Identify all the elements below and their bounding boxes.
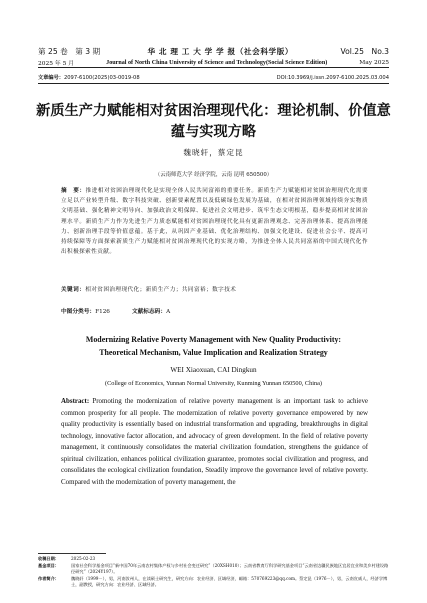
date-en: May 2025 <box>359 59 389 66</box>
volume-issue-en: Vol.25 No.3 <box>340 47 389 56</box>
abstract-en-label: Abstract: <box>61 397 90 405</box>
running-header-sub <box>38 58 389 67</box>
running-header <box>38 46 389 57</box>
footnote-received: 收稿日期： 2025-02-23 <box>38 556 96 561</box>
article-id: 文章编号：2097-6100(2025)03-0019-08 <box>38 75 140 81</box>
footnote <box>38 556 389 589</box>
footnote-funding: 基金项目： 国家社会科学基金项目“新中国70年云南农村集体产权与乡村社会变迁研究”（20XSH010）；云南省教育厅科学研究基金项目“云南省边疆民族地区宜居宜业和美乡村建设路径研究”（2024Y197）。 <box>38 562 389 575</box>
footnote-rule <box>38 553 106 554</box>
classification <box>61 306 170 315</box>
abstract-cn-text: 推进相对贫困治理现代化是实现全体人民共同富裕的重要任务。新质生产力赋能相对贫困治理现代化需要立足以产业转型升级、数字科技突破、创新要素配置以及低碳绿色发展为基础，在相对贫困治理领域持续夯实物质文明基础、强化精神文明导向、加强政治文明保障、促进社会文明进步、筑牢生态文明根基，稳步提高相对贫困治理水平。新质生产力作为先进生产力质态赋能相对贫困治理现代化具有更新治理观念、完善治理体系、提高治理能力、创新治理手段等价值意蕴。基于此，从巩固产业基础、优化治理结构、加强文化建设、促进社会公平、提高可持续保障等方面探索新质生产力赋能相对贫困治理现代化的实现方略，为推进全体人民共同富裕的中国式现代化作出积极探索性贡献。 <box>61 188 368 256</box>
header-rule <box>38 67 389 68</box>
title-en-line-1: Modernizing Relative Poverty Management with New Quality Productivity: <box>85 335 342 344</box>
doc-code-label: 文献标志码： <box>131 309 167 315</box>
keywords-cn-text: 相对贫困治理现代化；新质生产力；共同富裕；数字技术 <box>85 287 237 293</box>
authors-cn: 魏晓轩，蔡定昆 <box>183 148 244 157</box>
journal-name-en: Journal of North China University of Science and Technology(Social Science Edition) <box>106 59 328 66</box>
article-meta <box>38 74 389 81</box>
article-title-en <box>38 334 389 359</box>
article-title-cn: 新质生产力赋能相对贫困治理现代化：理论机制、价值意蕴与实现方略 <box>36 103 391 140</box>
journal-name-cn: 华 北 理 工 大 学 学 报（社会科学版） <box>147 47 294 56</box>
abstract-en <box>61 396 368 488</box>
affiliation-en: (College of Economics, Yunnan Normal University, Kunming Yunnan 650500, China) <box>104 380 323 387</box>
keywords-cn-label: 关键词： <box>61 287 86 293</box>
abstract-cn-label: 摘 要： <box>61 188 86 194</box>
doi: DOI:10.3969/j.issn.2097-6100.2025.03.004 <box>276 74 389 81</box>
doc-code-value: A <box>166 309 171 315</box>
abstract-cn <box>61 186 368 257</box>
date-cn: 2025 年 5 月 <box>38 61 75 67</box>
authors-en: WEI Xiaoxuan, CAI Dingkun <box>170 366 257 374</box>
volume-issue-cn: 第 25 卷 第 3 期 <box>38 47 101 56</box>
affiliation-cn: （云南师范大学 经济学院，云南 昆明 650500） <box>154 172 273 178</box>
footnote-author-bio: 作者简介： 魏晓轩（1999－），男，河南汝州人，在读硕士研究生，研究方向：农业经济、区域经济，邮箱：570769223@qq.com。蔡定昆（1976－），男，云南宣威人，经济学博士，副教授，研究方向：农业经济、区域经济。 <box>38 575 388 588</box>
abstract-en-text: Promoting the modernization of relative poverty management is an important task to achieve common prosperity for all people. The modernization of relative poverty governance empowered by new quality productivity is essentially based on industrial transformation and upgrading, breakthroughs in digital technology, innovative factor allocation, and advocacy of green development. In the field of relative poverty management, it continuously consolidates the material civilization foundation, strengthens the guidance of spiritual civilization, enhances political civilization guarantee, promotes social civilization and progress, and consolidates the ecological civilization foundation, Steadily improve the governance level of relative poverty. Compared with the modernization of poverty management, the <box>61 397 368 486</box>
clc-label: 中图分类号： <box>61 309 96 315</box>
keywords-cn <box>61 285 368 295</box>
title-en-line-2: Theoretical Mechanism, Value Implication and Realization Strategy <box>99 347 328 357</box>
clc-value: F126 <box>95 309 110 315</box>
meta-rule <box>38 83 389 84</box>
